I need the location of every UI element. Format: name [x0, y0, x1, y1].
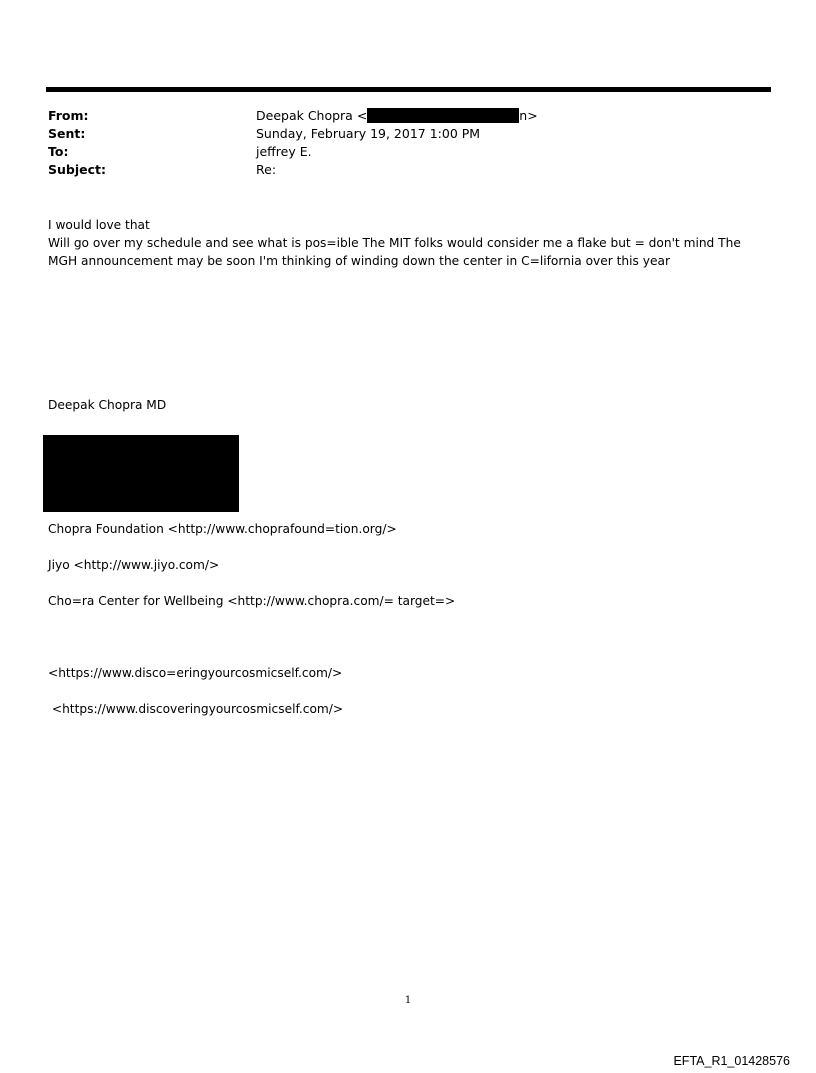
to-value: jeffrey E. — [256, 144, 312, 159]
from-name: Deepak Chopra < — [256, 108, 368, 123]
document-id: EFTA_R1_01428576 — [673, 1054, 790, 1068]
link-chopra-center[interactable]: Cho=ra Center for Wellbeing <http://www.chopra.com/= target=> — [48, 594, 456, 608]
body-line-1: I would love that — [48, 218, 150, 232]
signature-name: Deepak Chopra MD — [48, 398, 167, 412]
page-number: 1 — [404, 995, 412, 1006]
redaction-block-email — [367, 108, 519, 123]
link-cosmic-self-1[interactable]: <https://www.disco=eringyourcosmicself.com/> — [48, 666, 343, 680]
link-cosmic-self-2[interactable]: <https://www.discoveringyourcosmicself.com/> — [48, 702, 344, 716]
from-value — [256, 107, 538, 125]
to-label: To: — [48, 144, 69, 159]
header-divider-rule — [46, 87, 771, 92]
link-chopra-foundation[interactable]: Chopra Foundation <http://www.choprafound=tion.org/> — [48, 522, 397, 536]
redaction-block-signature — [43, 435, 239, 512]
sent-label: Sent: — [48, 126, 86, 141]
subject-value: Re: — [256, 162, 277, 177]
sent-value: Sunday, February 19, 2017 1:00 PM — [256, 126, 481, 141]
body-paragraph: Will go over my schedule and see what is pos=ible The MIT folks would consider me a flake but = don't mind The MGH announcement may be soon I'm thinking of winding down the center in C=lifornia over this year — [48, 236, 741, 268]
link-jiyo[interactable]: Jiyo <http://www.jiyo.com/> — [48, 558, 220, 572]
from-email-tail: n> — [519, 108, 538, 123]
from-label: From: — [48, 108, 89, 123]
subject-label: Subject: — [48, 162, 106, 177]
